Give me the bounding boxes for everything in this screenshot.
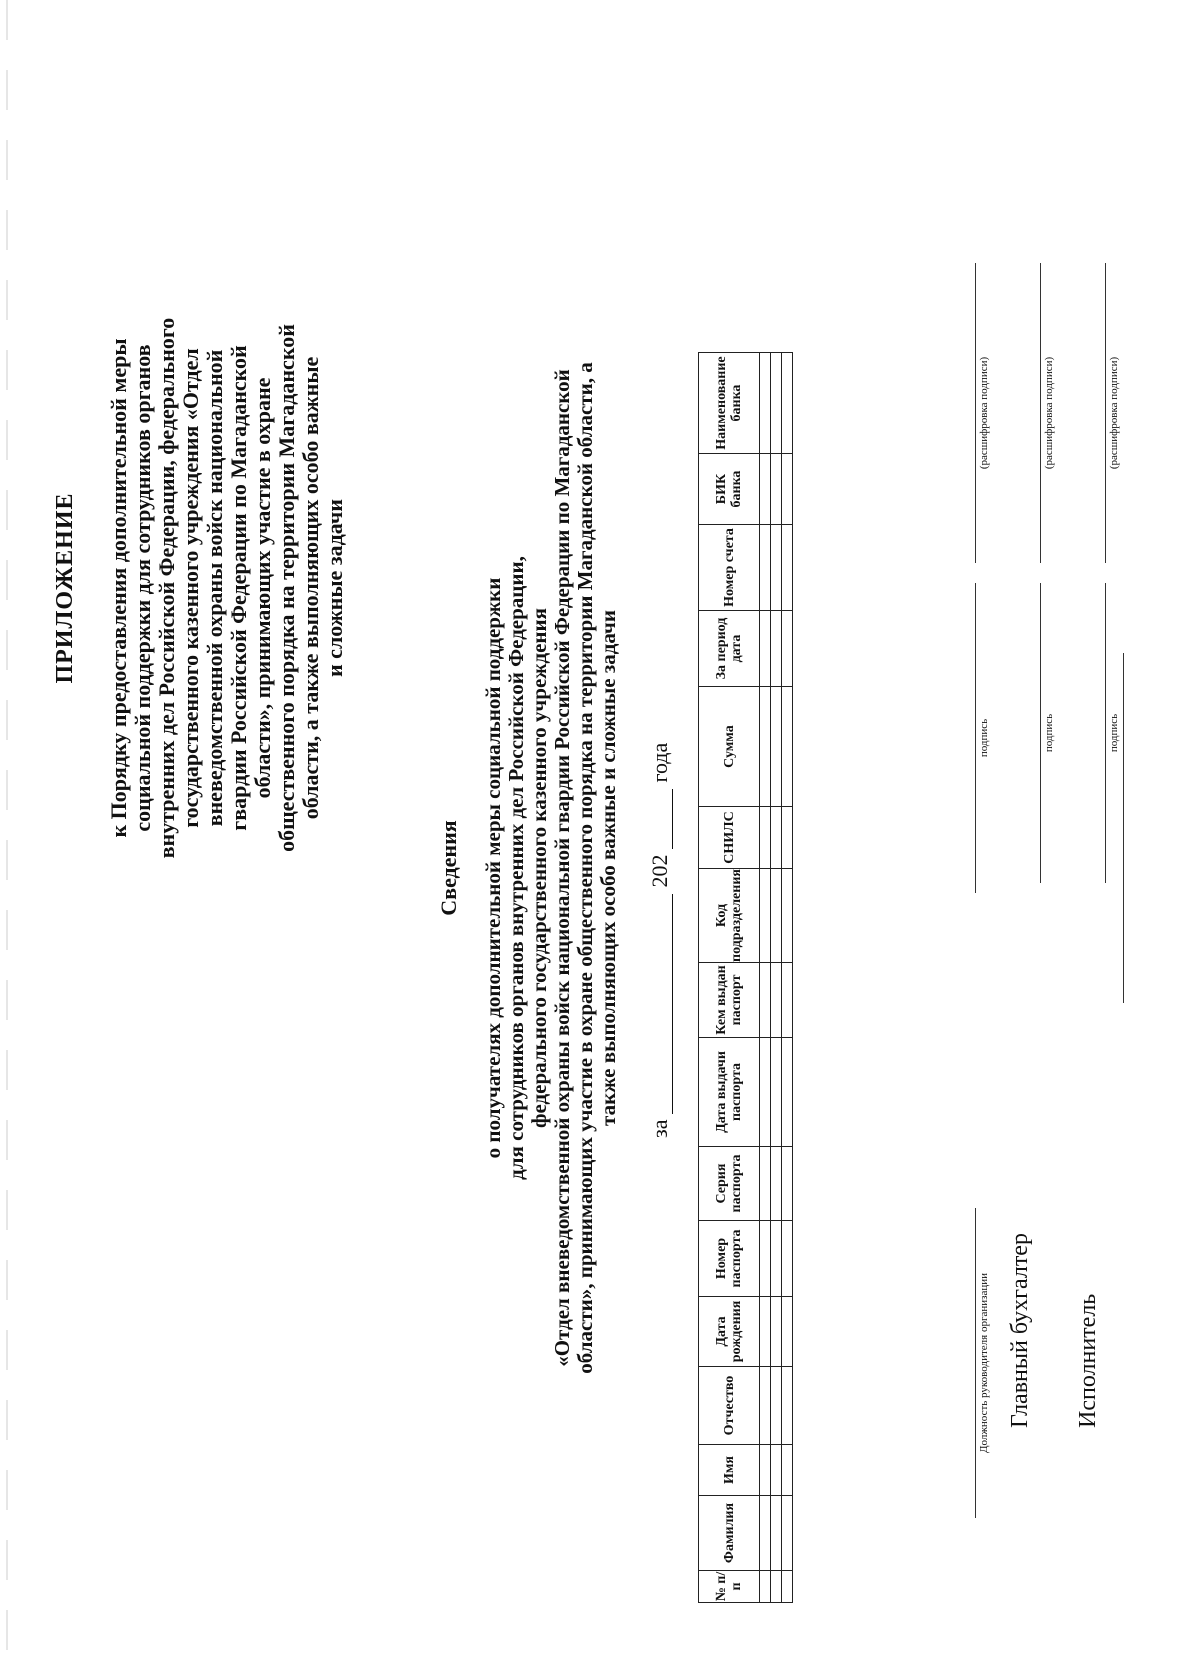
period-year-blank bbox=[650, 789, 673, 849]
col-bank-name: Наименование банка bbox=[699, 353, 760, 454]
table-cell bbox=[771, 1221, 782, 1297]
col-amount: Сумма bbox=[699, 687, 760, 807]
period-suffix: года bbox=[647, 742, 672, 783]
period-prefix: за bbox=[647, 1119, 672, 1138]
table-cell bbox=[771, 353, 782, 454]
col-bank-bik: БИК банка bbox=[699, 454, 760, 525]
appendix-line: гвардии Российской Федерации по Магаданской bbox=[226, 345, 251, 831]
period-year-prefix: 202 bbox=[647, 854, 672, 888]
col-account-number: Номер счета bbox=[699, 525, 760, 611]
table-row bbox=[782, 353, 793, 1603]
col-period-date: За период дата bbox=[699, 611, 760, 687]
table-cell bbox=[782, 687, 793, 807]
appendix-block bbox=[53, 188, 347, 988]
scan-edge bbox=[6, 0, 8, 1656]
appendix-line: области», принимающих участие в охране bbox=[250, 377, 275, 799]
table-row bbox=[760, 353, 771, 1603]
table-cell bbox=[760, 1147, 771, 1221]
executor-label: Исполнитель bbox=[1075, 1293, 1101, 1428]
table-cell bbox=[782, 1571, 793, 1603]
svedeniya-line: для сотрудников органов внутренних дел Российской Федерации, bbox=[504, 556, 528, 1180]
col-snils: СНИЛС bbox=[699, 807, 760, 869]
svedeniya-line: о получателях дополнительной меры социальной поддержки bbox=[481, 577, 505, 1159]
appendix-line: к Порядку предоставления дополнительной меры bbox=[106, 338, 131, 838]
head-signature-line bbox=[975, 583, 976, 893]
accountant-decoding-caption: (расшифровка подписи) bbox=[1043, 356, 1055, 470]
table-cell bbox=[782, 963, 793, 1038]
table-cell bbox=[760, 525, 771, 611]
table-cell bbox=[782, 1367, 793, 1445]
table-cell bbox=[771, 525, 782, 611]
table-cell bbox=[760, 807, 771, 869]
executor-decoding-caption: (расшифровка подписи) bbox=[1108, 356, 1120, 470]
extra-line bbox=[1123, 653, 1124, 1003]
head-signature-caption: подпись bbox=[978, 718, 990, 758]
appendix-line: внутренних дел Российской Федерации, федерального bbox=[154, 317, 179, 859]
col-birth-date: Дата рождения bbox=[699, 1297, 760, 1367]
table-cell bbox=[771, 1038, 782, 1147]
chief-accountant-label: Главный бухгалтер bbox=[1007, 1233, 1033, 1428]
head-position-caption: Должность руководителя организации bbox=[978, 1272, 990, 1454]
table-cell bbox=[760, 1297, 771, 1367]
col-passport-issued-by: Кем выдан паспорт bbox=[699, 963, 760, 1038]
executor-signature-caption: подпись bbox=[1108, 713, 1120, 753]
table-cell bbox=[771, 1496, 782, 1571]
table-cell bbox=[771, 1297, 782, 1367]
table-cell bbox=[771, 687, 782, 807]
rotated-document-page bbox=[45, 28, 1155, 1628]
svedeniya-line: федерального государственного казенного учреждения bbox=[527, 608, 551, 1129]
head-decoding-line bbox=[975, 263, 976, 563]
table-cell bbox=[771, 1367, 782, 1445]
table-cell bbox=[771, 807, 782, 869]
svedeniya-block bbox=[437, 168, 620, 1568]
col-division-code: Код подразделения bbox=[699, 869, 760, 963]
table-cell bbox=[782, 353, 793, 454]
table-cell bbox=[771, 1147, 782, 1221]
appendix-title: ПРИЛОЖЕНИЕ bbox=[52, 492, 78, 684]
table-cell bbox=[782, 1221, 793, 1297]
accountant-signature-caption: подпись bbox=[1043, 713, 1055, 753]
svedeniya-line: также выполняющих особо важные и сложные задачи bbox=[596, 610, 620, 1126]
svedeniya-line: «Отдел вневедомственной охраны войск национальной гвардии Российской Федерации по Магаданской bbox=[550, 369, 574, 1367]
table-cell bbox=[771, 611, 782, 687]
table-cell bbox=[771, 1571, 782, 1603]
appendix-line: общественного порядка на территории Магаданской bbox=[274, 324, 299, 852]
appendix-line: государственного казенного учреждения «Отдел bbox=[178, 348, 203, 828]
table-cell bbox=[760, 687, 771, 807]
table-cell bbox=[771, 963, 782, 1038]
executor-signature-line bbox=[1105, 583, 1106, 883]
table-cell bbox=[771, 1445, 782, 1496]
table-cell bbox=[782, 454, 793, 525]
table-header-row bbox=[699, 353, 760, 1603]
col-surname: Фамилия bbox=[699, 1496, 760, 1571]
table-cell bbox=[760, 611, 771, 687]
appendix-line: области, а также выполняющих особо важные bbox=[298, 356, 323, 820]
table-cell bbox=[760, 963, 771, 1038]
table-cell bbox=[760, 1038, 771, 1147]
table-cell bbox=[760, 869, 771, 963]
table-cell bbox=[760, 454, 771, 525]
table-cell bbox=[782, 1445, 793, 1496]
table-cell bbox=[760, 1221, 771, 1297]
col-name: Имя bbox=[699, 1445, 760, 1496]
period-month-blank bbox=[650, 894, 673, 1114]
table-cell bbox=[782, 807, 793, 869]
col-passport-issue-date: Дата выдачи паспорта bbox=[699, 1038, 760, 1147]
table-cell bbox=[782, 1496, 793, 1571]
table-cell bbox=[760, 1367, 771, 1445]
recipients-table bbox=[698, 352, 793, 1603]
table-cell bbox=[760, 353, 771, 454]
table-cell bbox=[782, 869, 793, 963]
table-cell bbox=[782, 1297, 793, 1367]
col-passport-number: Номер паспорта bbox=[699, 1221, 760, 1297]
appendix-line: вневедомственной охраны войск национальной bbox=[202, 349, 227, 827]
executor-decoding-line bbox=[1105, 263, 1106, 563]
table-cell bbox=[782, 611, 793, 687]
period-line bbox=[647, 498, 673, 1138]
appendix-line: социальной поддержки для сотрудников органов bbox=[130, 344, 155, 832]
appendix-line: и сложные задачи bbox=[322, 499, 347, 677]
head-decoding-caption: (расшифровка подписи) bbox=[978, 356, 990, 470]
col-number: № п/п bbox=[699, 1571, 760, 1603]
table-cell bbox=[782, 1147, 793, 1221]
svedeniya-title: Сведения bbox=[436, 820, 461, 916]
table-cell bbox=[782, 525, 793, 611]
col-passport-series: Серия паспорта bbox=[699, 1147, 760, 1221]
col-patronymic: Отчество bbox=[699, 1367, 760, 1445]
table-cell bbox=[760, 1496, 771, 1571]
table-row bbox=[771, 353, 782, 1603]
accountant-decoding-line bbox=[1040, 263, 1041, 563]
head-position-line bbox=[975, 1208, 976, 1518]
table-cell bbox=[771, 869, 782, 963]
accountant-signature-line bbox=[1040, 583, 1041, 883]
table-cell bbox=[760, 1445, 771, 1496]
svedeniya-line: области», принимающих участие в охране общественного порядка на территории Магаданской области, а bbox=[573, 362, 597, 1374]
table-cell bbox=[771, 454, 782, 525]
table-cell bbox=[760, 1571, 771, 1603]
table-cell bbox=[782, 1038, 793, 1147]
